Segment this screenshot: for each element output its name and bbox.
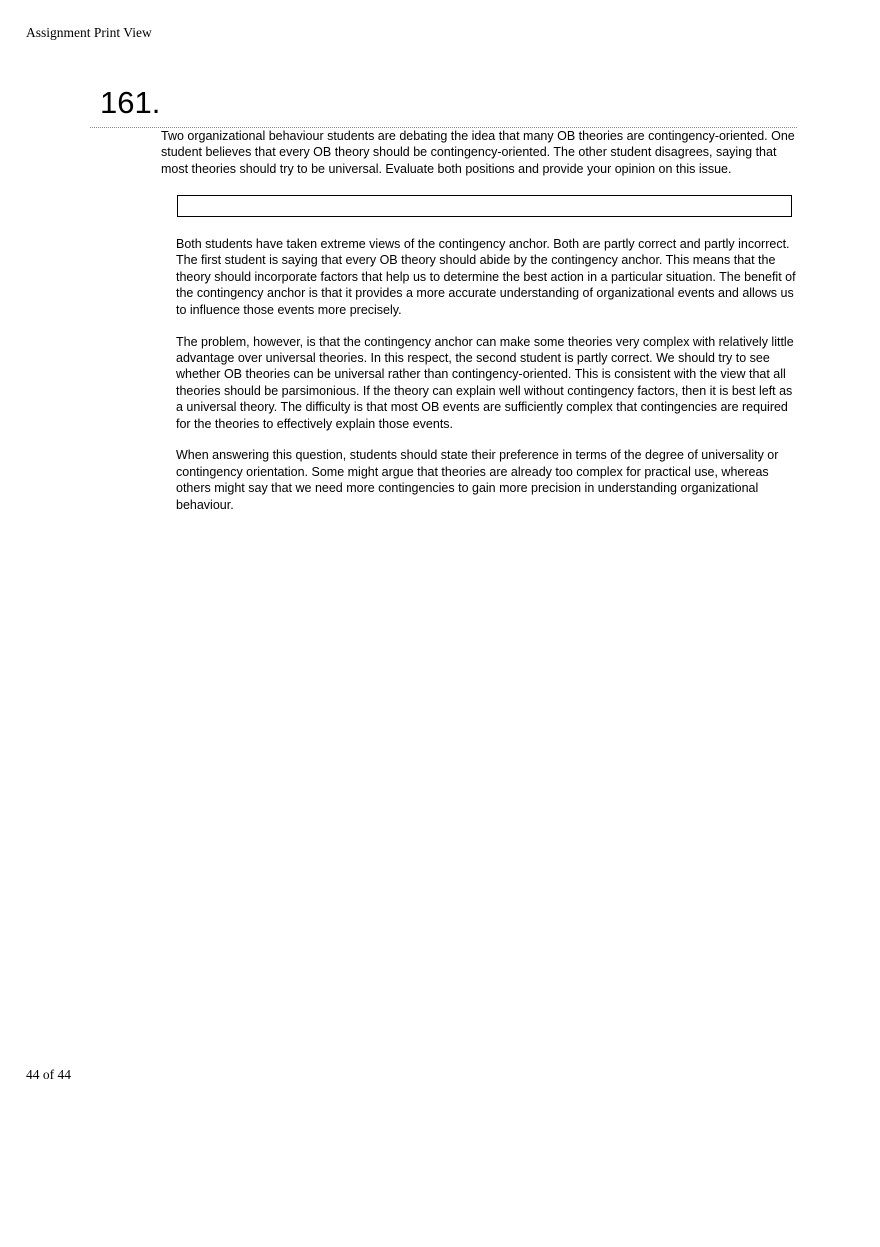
question-text: Two organizational behaviour students are debating the idea that many OB theories are contingency-oriented. One student believes that every OB theory should be contingency-oriented. The other student disagrees, saying that most theories should try to be universal. Evaluate both positions and provide your opinion on this issue. xyxy=(161,129,795,176)
feedback-paragraph: The problem, however, is that the contingency anchor can make some theories very complex with relatively little advantage over universal theories. In this respect, the second student is partly correct. We should try to see whether OB theories can be universal rather than contingency-oriented. This is consistent with the view that all theories should be parsimonious. If the theory can explain well without contingency factors, then it is best left as a universal theory. The difficulty is that most OB events are sufficiently complex that contingencies are required for the theories to effectively explain those events. xyxy=(176,334,794,431)
feedback-paragraph: Both students have taken extreme views of the contingency anchor. Both are partly correct and partly incorrect. The first student is saying that every OB theory should abide by the contingency anchor. This means that the theory should incorporate factors that help us to determine the best action in a particular situation. The benefit of the contingency anchor is that it provides a more accurate understanding of organizational events and allows us to influence those events more precisely. xyxy=(176,237,796,317)
answer-feedback xyxy=(176,236,796,529)
answer-field[interactable] xyxy=(177,195,792,217)
page-counter: 44 of 44 xyxy=(26,1067,71,1082)
print-view-title: Assignment Print View xyxy=(26,25,152,40)
feedback-paragraph: When answering this question, students should state their preference in terms of the degree of universality or contingency orientation. Some might argue that theories are already too complex for practical use, whereas others might say that we need more contingencies to gain more precision in understanding organizational behaviour. xyxy=(176,448,779,512)
question-number: 161. xyxy=(100,85,161,120)
